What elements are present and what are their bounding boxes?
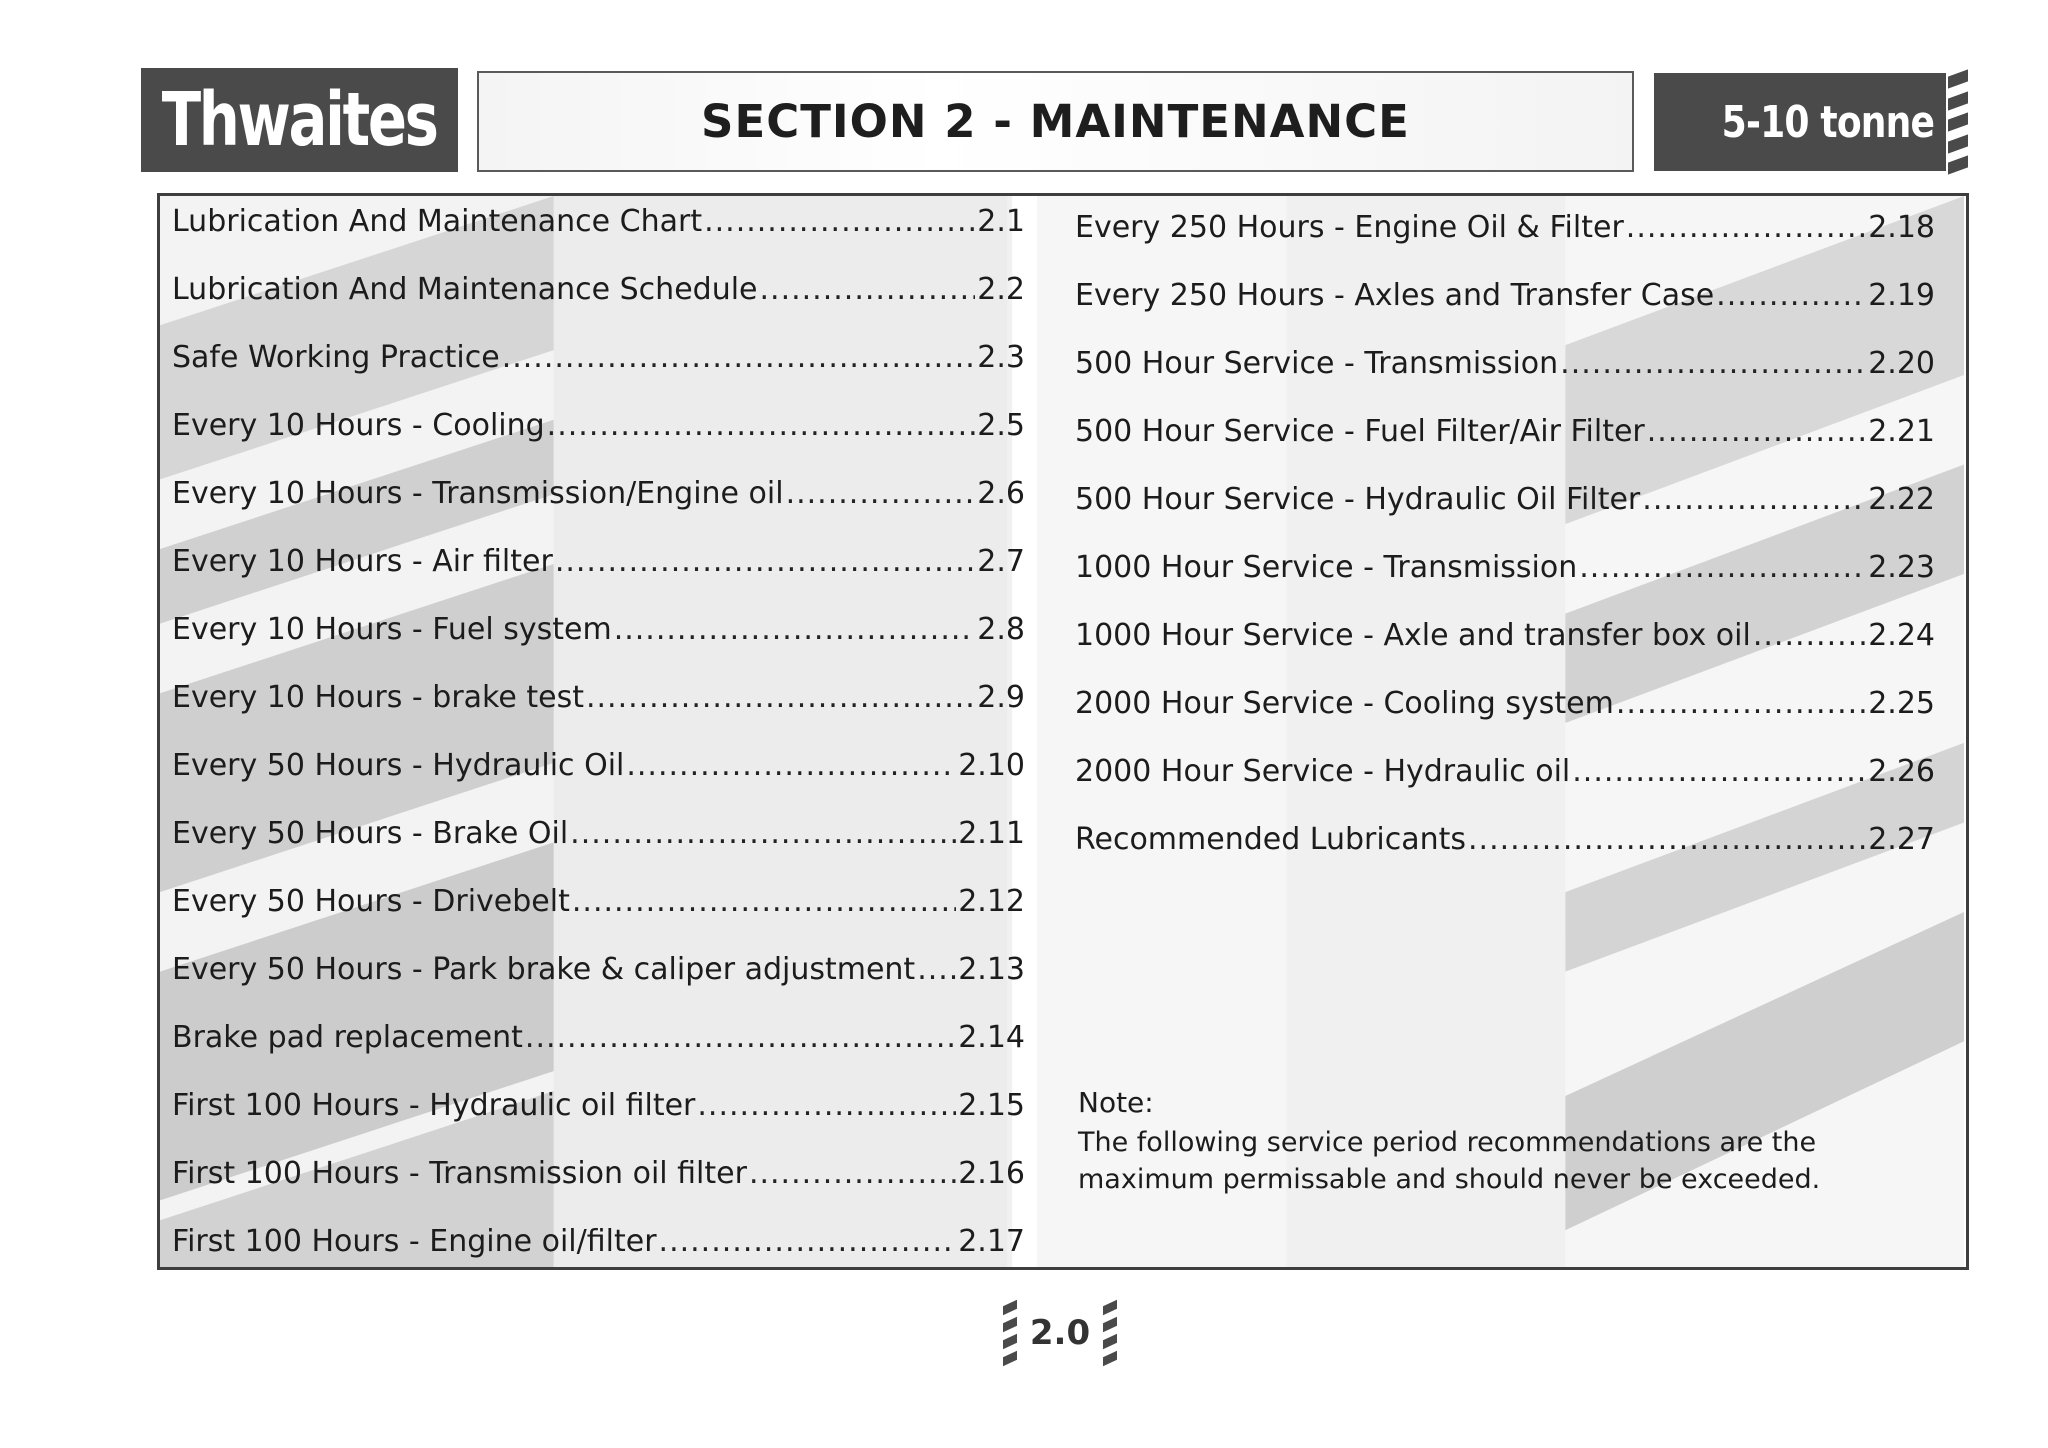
toc-entry-page: 2.18 xyxy=(1868,210,1935,245)
toc-leader-dots xyxy=(1572,754,1866,789)
toc-entry-label: Lubrication And Maintenance Chart xyxy=(172,204,703,239)
toc-leader-dots xyxy=(525,1020,956,1055)
toc-entry-label: 500 Hour Service - Fuel Filter/Air Filter xyxy=(1075,414,1645,449)
toc-leader-dots xyxy=(786,476,976,511)
toc-leader-dots xyxy=(1753,618,1866,653)
toc-entry[interactable] xyxy=(1075,278,1935,322)
toc-entry[interactable] xyxy=(172,612,1025,656)
toc-entry-page: 2.19 xyxy=(1868,278,1935,313)
toc-entry-label: 500 Hour Service - Transmission xyxy=(1075,346,1559,381)
section-title: SECTION 2 - MAINTENANCE xyxy=(701,95,1410,148)
toc-entry[interactable] xyxy=(1075,550,1935,594)
brand-logo xyxy=(141,68,458,172)
toc-entry[interactable] xyxy=(172,204,1025,248)
note-heading: Note: xyxy=(1078,1086,1154,1119)
toc-leader-dots xyxy=(1716,278,1866,313)
toc-entry-page: 2.13 xyxy=(958,952,1025,987)
toc-entry[interactable] xyxy=(172,476,1025,520)
toc-leader-dots xyxy=(502,340,976,375)
toc-leader-dots xyxy=(572,884,956,919)
toc-entry-label: Every 10 Hours - Transmission/Engine oil xyxy=(172,476,784,511)
toc-entry-page: 2.25 xyxy=(1868,686,1935,721)
toc-leader-dots xyxy=(704,204,975,239)
footer-stripes-right-decoration xyxy=(1103,1303,1117,1363)
toc-entry[interactable] xyxy=(172,680,1025,724)
toc-entry-label: 500 Hour Service - Hydraulic Oil Filter xyxy=(1075,482,1641,517)
toc-leader-dots xyxy=(1560,346,1866,381)
header-stripes-decoration xyxy=(1948,73,1968,171)
toc-entry-label: Every 10 Hours - brake test xyxy=(172,680,584,715)
toc-leader-dots xyxy=(659,1224,957,1259)
toc-leader-dots xyxy=(1642,482,1866,517)
toc-entry-page: 2.24 xyxy=(1868,618,1935,653)
toc-entry-page: 2.1 xyxy=(977,204,1025,239)
toc-entry[interactable] xyxy=(1075,754,1935,798)
footer-stripes-left-decoration xyxy=(1003,1303,1017,1363)
toc-leader-dots xyxy=(1579,550,1866,585)
toc-entry[interactable] xyxy=(172,1088,1025,1132)
toc-entry-page: 2.17 xyxy=(958,1224,1025,1259)
toc-entry-page: 2.27 xyxy=(1868,822,1935,857)
toc-entry[interactable] xyxy=(172,340,1025,384)
toc-leader-dots xyxy=(586,680,975,715)
toc-leader-dots xyxy=(547,408,976,443)
toc-entry-page: 2.26 xyxy=(1868,754,1935,789)
page-number: 2.0 xyxy=(1029,1313,1091,1353)
toc-entry-page: 2.16 xyxy=(958,1156,1025,1191)
toc-entry-page: 2.10 xyxy=(958,748,1025,783)
toc-entry-label: Every 50 Hours - Hydraulic Oil xyxy=(172,748,625,783)
toc-entry[interactable] xyxy=(1075,482,1935,526)
toc-entry[interactable] xyxy=(172,816,1025,860)
toc-entry[interactable] xyxy=(1075,414,1935,458)
toc-entry-page: 2.15 xyxy=(958,1088,1025,1123)
toc-entry-page: 2.12 xyxy=(958,884,1025,919)
toc-leader-dots xyxy=(697,1088,956,1123)
toc-entry-page: 2.9 xyxy=(977,680,1025,715)
toc-entry-label: Every 250 Hours - Axles and Transfer Case xyxy=(1075,278,1715,313)
toc-entry[interactable] xyxy=(172,1020,1025,1064)
toc-entry-label: Lubrication And Maintenance Schedule xyxy=(172,272,758,307)
toc-leader-dots xyxy=(1626,210,1866,245)
toc-entry[interactable] xyxy=(172,884,1025,928)
toc-leader-dots xyxy=(1647,414,1866,449)
toc-entry-page: 2.20 xyxy=(1868,346,1935,381)
toc-entry-label: 2000 Hour Service - Cooling system xyxy=(1075,686,1614,721)
toc-entry-page: 2.3 xyxy=(977,340,1025,375)
toc-entry-label: Every 250 Hours - Engine Oil & Filter xyxy=(1075,210,1624,245)
toc-entry-label: Every 50 Hours - Drivebelt xyxy=(172,884,570,919)
toc-entry-label: Every 10 Hours - Fuel system xyxy=(172,612,612,647)
toc-entry[interactable] xyxy=(1075,822,1935,866)
toc-frame xyxy=(157,193,1969,1270)
model-range-label: 5-10 tonne xyxy=(1721,96,1934,148)
toc-entry-label: 1000 Hour Service - Axle and transfer box oil xyxy=(1075,618,1751,653)
toc-entry-label: Safe Working Practice xyxy=(172,340,500,375)
toc-entry[interactable] xyxy=(1075,210,1935,254)
toc-entry-label: First 100 Hours - Hydraulic oil filter xyxy=(172,1088,696,1123)
toc-entry-label: 1000 Hour Service - Transmission xyxy=(1075,550,1578,585)
toc-entry-page: 2.8 xyxy=(977,612,1025,647)
model-range-badge xyxy=(1654,73,1946,171)
toc-entry-label: First 100 Hours - Transmission oil filter xyxy=(172,1156,747,1191)
toc-entry[interactable] xyxy=(172,544,1025,588)
toc-entry-page: 2.6 xyxy=(977,476,1025,511)
toc-entry[interactable] xyxy=(172,1156,1025,1200)
toc-entry[interactable] xyxy=(172,272,1025,316)
toc-entry-label: Every 10 Hours - Cooling xyxy=(172,408,545,443)
toc-entry-page: 2.14 xyxy=(958,1020,1025,1055)
toc-entry-page: 2.5 xyxy=(977,408,1025,443)
toc-entry-label: Every 50 Hours - Park brake & caliper adjustment xyxy=(172,952,916,987)
section-header xyxy=(477,71,1634,172)
toc-leader-dots xyxy=(626,748,956,783)
toc-entry-label: Recommended Lubricants xyxy=(1075,822,1466,857)
note-body: The following service period recommendations are the maximum permissable and should never be exceeded. xyxy=(1078,1127,1821,1195)
toc-entry-label: Every 50 Hours - Brake Oil xyxy=(172,816,569,851)
toc-leader-dots xyxy=(749,1156,956,1191)
toc-entry[interactable] xyxy=(172,748,1025,792)
toc-leader-dots xyxy=(614,612,976,647)
brand-name: Thwaites xyxy=(162,77,437,163)
toc-entry-label: Brake pad replacement xyxy=(172,1020,523,1055)
toc-leader-dots xyxy=(570,816,956,851)
toc-entry-label: 2000 Hour Service - Hydraulic oil xyxy=(1075,754,1571,789)
toc-entry-page: 2.23 xyxy=(1868,550,1935,585)
toc-leader-dots xyxy=(1468,822,1866,857)
toc-leader-dots xyxy=(760,272,976,307)
toc-entry-page: 2.11 xyxy=(958,816,1025,851)
toc-entry[interactable] xyxy=(1075,686,1935,730)
toc-entry[interactable] xyxy=(172,408,1025,452)
toc-entry-page: 2.22 xyxy=(1868,482,1935,517)
toc-entry[interactable] xyxy=(1075,346,1935,390)
toc-leader-dots xyxy=(555,544,975,579)
toc-entry-page: 2.21 xyxy=(1868,414,1935,449)
toc-leader-dots xyxy=(917,952,956,987)
toc-entry-label: Every 10 Hours - Air filter xyxy=(172,544,553,579)
toc-entry[interactable] xyxy=(1075,618,1935,662)
toc-leader-dots xyxy=(1616,686,1866,721)
toc-entry-label: First 100 Hours - Engine oil/filter xyxy=(172,1224,657,1259)
toc-entry[interactable] xyxy=(172,1224,1025,1268)
toc-entry-page: 2.7 xyxy=(977,544,1025,579)
toc-entry[interactable] xyxy=(172,952,1025,996)
toc-entry-page: 2.2 xyxy=(977,272,1025,307)
